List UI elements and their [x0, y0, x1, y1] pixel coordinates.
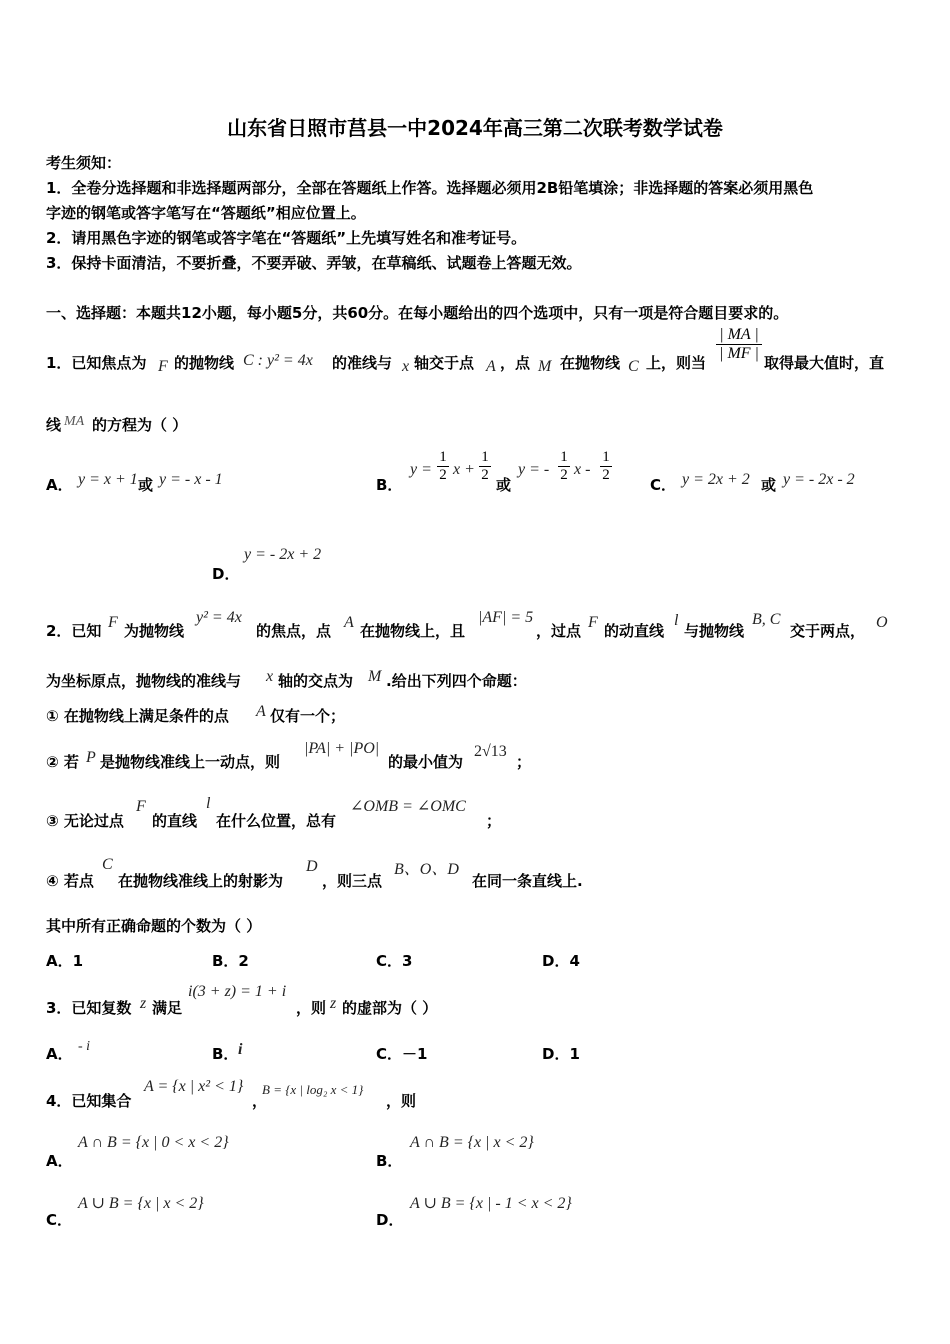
- q2-var-D: D: [306, 858, 318, 875]
- q2-var-l: l: [674, 612, 679, 629]
- q3-option-A-value: - i: [78, 1039, 91, 1054]
- fraction-denominator: 2: [437, 466, 449, 484]
- q4-set-A: A = {x | x² < 1}: [144, 1078, 244, 1095]
- fraction-numerator: 1: [560, 449, 568, 465]
- q1-text: 的抛物线: [174, 354, 235, 372]
- q3-option-B-value: i: [238, 1041, 243, 1058]
- q1-option-B-label[interactable]: B．: [376, 476, 403, 494]
- fraction-numerator: 1: [602, 449, 610, 465]
- q1-option-B-part: x -: [574, 461, 591, 478]
- q1-text: 上，则当: [646, 354, 707, 372]
- q2-option-D[interactable]: D．4: [542, 952, 580, 970]
- q1-line-MA: MA: [64, 414, 85, 429]
- q1-option-A-eq2: y = - x - 1: [159, 471, 223, 488]
- q2-text: 轴的交点为: [278, 672, 354, 690]
- q1-option-A-eq1: y = x + 1: [78, 471, 138, 488]
- q4-text: ，: [252, 1092, 268, 1110]
- q2-proposition-4: 在同一条直线上.: [472, 872, 583, 890]
- q2-proposition-4: 在抛物线准线上的射影为: [118, 872, 284, 890]
- q1-option-C-label[interactable]: C．: [650, 476, 677, 494]
- q1-var-M: M: [538, 358, 552, 375]
- q2-text: ，过点: [536, 622, 582, 640]
- q2-option-A[interactable]: A．1: [46, 952, 84, 970]
- q2-var-x: x: [266, 668, 274, 685]
- q3-var-z: z: [330, 995, 337, 1012]
- q2-proposition-1: ① 在抛物线上满足条件的点: [46, 707, 229, 725]
- q4-option-B-label[interactable]: B．: [376, 1152, 403, 1170]
- q1-var-C: C: [628, 358, 639, 375]
- q2-text: 交于两点，: [790, 622, 866, 640]
- q1-option-C-eq1: y = 2x + 2: [682, 471, 750, 488]
- fraction-denominator: 2: [600, 466, 612, 484]
- q1-ratio-fraction: [716, 326, 762, 363]
- q1-option-D-label[interactable]: D．: [212, 565, 240, 583]
- q2-text: 与抛物线: [684, 622, 745, 640]
- notice-item-3: 3．保持卡面清洁，不要折叠，不要弄破、弄皱，在草稿纸、试题卷上答题无效。: [46, 254, 582, 272]
- q4-option-D-label[interactable]: D．: [376, 1211, 404, 1229]
- q2-proposition-2: 的最小值为: [388, 753, 464, 771]
- q4-option-D-eq: A ∪ B = {x | - 1 < x < 2}: [410, 1195, 572, 1212]
- q1-var-F: F: [158, 358, 168, 375]
- q1-text: 的准线与: [332, 354, 393, 372]
- q2-var-M: M: [368, 668, 382, 685]
- q2-points-BOD: B、O、D: [394, 861, 459, 878]
- q2-proposition-3: ③ 无论过点: [46, 812, 124, 830]
- q2-var-A: A: [344, 614, 354, 631]
- q2-points-BC: B, C: [752, 611, 781, 628]
- q1-half-fraction: [600, 449, 612, 484]
- q2-var-P: P: [86, 749, 96, 766]
- q2-text: 的动直线: [604, 622, 665, 640]
- notice-item-2: 2．请用黑色字迹的钢笔或答字笔在“答题纸”上先填写姓名和准考证号。: [46, 229, 527, 247]
- page-title: 山东省日照市莒县一中2024年高三第二次联考数学试卷: [227, 116, 723, 140]
- q2-text: 为抛物线: [124, 622, 185, 640]
- q2-ask: 其中所有正确命题的个数为（ ）: [46, 917, 262, 935]
- q2-text: .给出下列四个命题：: [386, 672, 527, 690]
- q4-option-C-label[interactable]: C．: [46, 1211, 73, 1229]
- q1-text: 取得最大值时，直: [764, 354, 885, 372]
- q1-text: 在抛物线: [560, 354, 621, 372]
- q3-var-z: z: [140, 995, 147, 1012]
- q3-option-D[interactable]: D．1: [542, 1045, 580, 1063]
- q4-option-A-label[interactable]: A．: [46, 1152, 73, 1170]
- fraction-numerator: | MA |: [719, 326, 759, 343]
- q2-proposition-2: ；: [516, 753, 532, 771]
- q2-var-l: l: [206, 795, 211, 812]
- q2-var-F: F: [136, 798, 146, 815]
- q4-text: 4．已知集合: [46, 1092, 132, 1110]
- q1-option-or: 或: [761, 476, 777, 494]
- notice-item-1-cont: 字迹的钢笔或答字笔写在“答题纸”相应位置上。: [46, 204, 366, 222]
- q2-text: 为坐标原点，抛物线的准线与: [46, 672, 242, 690]
- q2-proposition-1: 仅有一个；: [270, 707, 346, 725]
- q2-var-O: O: [876, 614, 888, 631]
- q2-option-C[interactable]: C．3: [376, 952, 413, 970]
- q4-option-B-eq: A ∩ B = {x | x < 2}: [410, 1134, 534, 1151]
- q2-proposition-3: 在什么位置，总有: [216, 812, 337, 830]
- q2-angle-eq: ∠OMB = ∠OMC: [350, 798, 466, 815]
- fraction-denominator: 2: [558, 466, 570, 484]
- q3-equation: i(3 + z) = 1 + i: [188, 983, 287, 1000]
- q4-text: ，则: [386, 1092, 417, 1110]
- q2-proposition-4: ④ 若点: [46, 872, 94, 890]
- q3-text: ，则: [296, 999, 327, 1017]
- notice-heading: 考生须知：: [46, 154, 122, 172]
- q3-text: 的虚部为（ ）: [342, 999, 438, 1017]
- q1-text: 轴交于点: [414, 354, 475, 372]
- fraction-denominator: | MF |: [716, 344, 762, 363]
- q2-option-B[interactable]: B．2: [212, 952, 249, 970]
- q3-option-A-label[interactable]: A．: [46, 1045, 73, 1063]
- q1-text: 线: [46, 416, 62, 434]
- q2-proposition-2: 是抛物线准线上一动点，则: [100, 753, 281, 771]
- q1-option-or: 或: [496, 476, 512, 494]
- q1-option-D-eq: y = - 2x + 2: [244, 546, 322, 563]
- q3-text: 满足: [152, 999, 183, 1017]
- q1-half-fraction: [437, 449, 449, 484]
- q1-option-B-part: y =: [410, 461, 432, 478]
- q1-option-A-label[interactable]: A．: [46, 476, 73, 494]
- q4-set-B: B = {x | log₂ x < 1}: [262, 1082, 364, 1097]
- section-heading: 一、选择题：本题共12小题，每小题5分，共60分。在每小题给出的四个选项中，只有一项是符合题目要求的。: [46, 304, 789, 322]
- q2-var-A: A: [256, 703, 266, 720]
- q1-option-B-part: x +: [453, 461, 475, 478]
- q1-text: 1．已知焦点为: [46, 354, 147, 372]
- fraction-numerator: 1: [439, 449, 447, 465]
- q2-proposition-3: ；: [486, 812, 502, 830]
- q1-var-x: x: [402, 358, 410, 375]
- q1-text: 的方程为（ ）: [92, 416, 188, 434]
- q2-var-F: F: [108, 614, 118, 631]
- q2-text: 的焦点，点: [256, 622, 332, 640]
- notice-item-1: 1．全卷分选择题和非选择题两部分，全部在答题纸上作答。选择题必须用2B铅笔填涂；非选择题的答案必须用黑色: [46, 179, 814, 197]
- q2-proposition-3: 的直线: [152, 812, 198, 830]
- q3-text: 3．已知复数: [46, 999, 132, 1017]
- q2-proposition-4: ，则三点: [322, 872, 383, 890]
- fraction-denominator: 2: [479, 466, 491, 484]
- q1-option-C-eq2: y = - 2x - 2: [783, 471, 855, 488]
- q4-option-A-eq: A ∩ B = {x | 0 < x < 2}: [78, 1134, 229, 1151]
- q2-text: 2．已知: [46, 622, 102, 640]
- q1-option-B-part: y = -: [518, 461, 550, 478]
- q2-AF-eq: |AF| = 5: [478, 609, 534, 626]
- q1-option-or: 或: [138, 476, 154, 494]
- q1-text: ，点: [500, 354, 531, 372]
- q1-parabola-eq: C : y² = 4x: [243, 352, 313, 369]
- fraction-numerator: 1: [481, 449, 489, 465]
- q3-option-B-label[interactable]: B．: [212, 1045, 239, 1063]
- q2-parabola-eq: y² = 4x: [196, 609, 242, 626]
- q2-proposition-2: ② 若: [46, 753, 79, 771]
- q1-half-fraction: [558, 449, 570, 484]
- q1-var-A: A: [486, 358, 496, 375]
- q3-option-C[interactable]: C．－1: [376, 1045, 428, 1063]
- q2-text: 在抛物线上，且: [360, 622, 466, 640]
- q2-sum-eq: |PA| + |PO|: [304, 740, 380, 757]
- q2-var-C: C: [102, 856, 113, 873]
- q4-option-C-eq: A ∪ B = {x | x < 2}: [78, 1195, 204, 1212]
- q1-half-fraction: [479, 449, 491, 484]
- q2-min-value: 2√13: [474, 743, 507, 760]
- q2-var-F2: F: [588, 614, 598, 631]
